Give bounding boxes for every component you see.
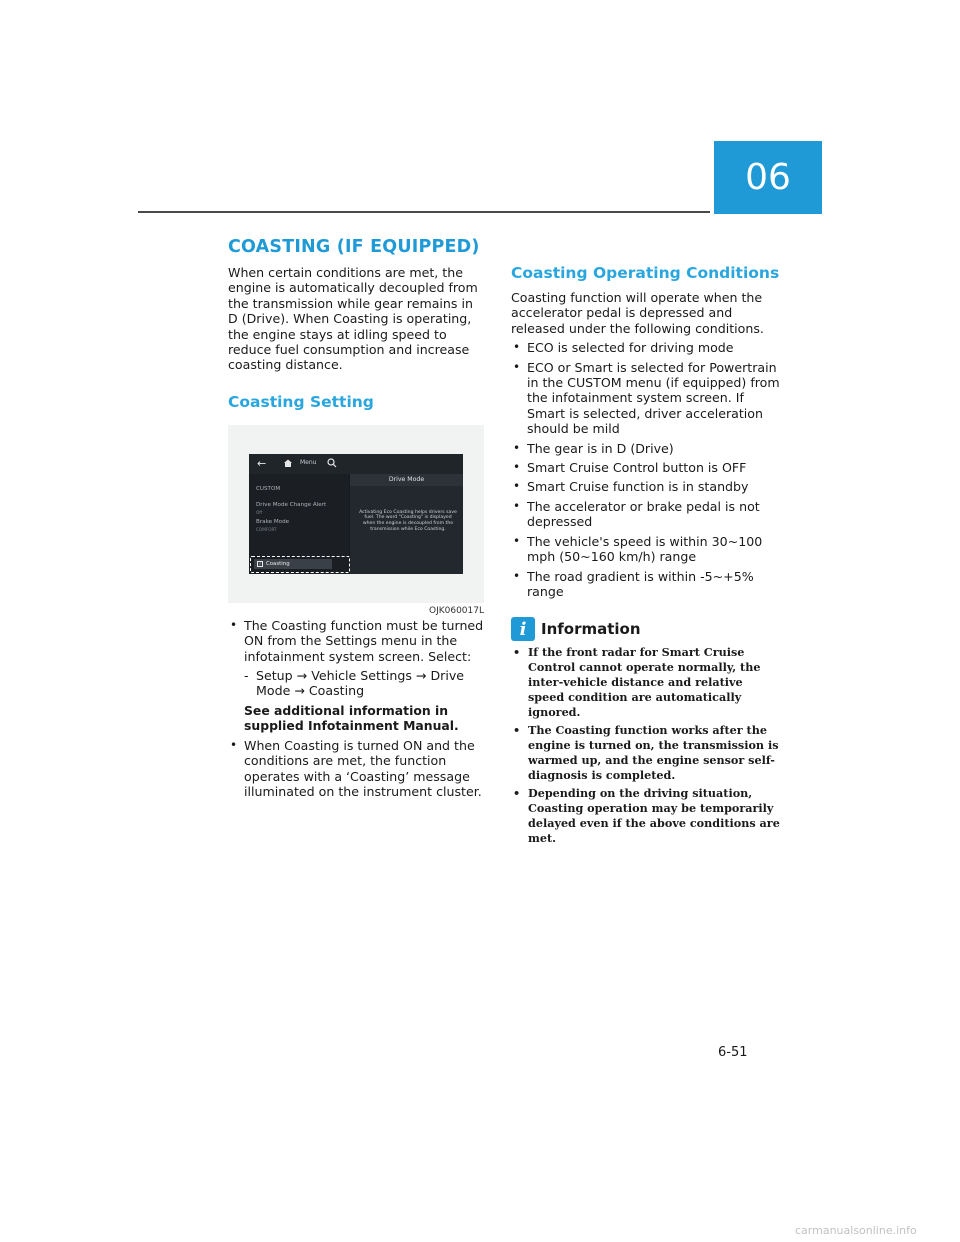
- information-icon: i: [511, 617, 535, 641]
- list-item: • The Coasting function works after the engine is turned on, the transmission is warmed up, and the engine sensor self-diagnosis is completed.: [511, 723, 781, 783]
- menu-path: [244, 668, 486, 699]
- list-item: [228, 738, 486, 800]
- list-item: • The accelerator or brake pedal is not depressed: [511, 499, 781, 530]
- coasting-highlight: [250, 556, 350, 573]
- list-item: • Smart Cruise function is in standby: [511, 479, 781, 494]
- list-item: • If the front radar for Smart Cruise Control cannot operate normally, the inter-vehicle distance and relative speed condition are automatically ignored.: [511, 645, 781, 720]
- screen-custom-label: CUSTOM: [256, 485, 281, 492]
- screen-top-bar: [249, 454, 463, 474]
- figure-screenshot: [228, 425, 484, 603]
- left-column: [228, 237, 486, 803]
- watermark: carmanualsonline.info: [795, 1224, 917, 1237]
- home-icon: [283, 458, 293, 468]
- screen-item-brake-mode-value: COMFORT: [256, 526, 277, 532]
- intro-paragraph: When certain conditions are met, the engine is automatically decoupled from the transmission while gear remains in D (Drive). When Coasting is operating, the engine stays at idling speed to reduce fuel consumption and increase coasting distance.: [228, 265, 478, 373]
- right-column: [511, 264, 781, 849]
- setting-bullets: [228, 618, 486, 799]
- back-arrow-icon: ←: [257, 456, 267, 470]
- figure-code: OJK060017L: [428, 605, 484, 616]
- setting-heading: Coasting Setting: [228, 392, 374, 411]
- search-icon: [327, 458, 337, 468]
- list-item: [228, 618, 486, 734]
- list-item: • ECO is selected for driving mode: [511, 340, 781, 355]
- screen-item-drive-mode-alert-value: Off: [256, 509, 263, 515]
- screen-panel-description: Activating Eco Coasting helps drivers save fuel. The word "Coasting" is displayed when the engine is decoupled from the transmission while Eco Coasting.: [359, 509, 457, 532]
- checkbox-icon: ✓: [258, 560, 262, 566]
- list-item: • Depending on the driving situation, Coasting operation may be temporarily delayed even if the above conditions are met.: [511, 786, 781, 846]
- list-item: • The vehicle's speed is within 30~100 mph (50~160 km/h) range: [511, 534, 781, 565]
- conditions-heading: Coasting Operating Conditions: [511, 264, 780, 282]
- screen-item-brake-mode: Brake Mode: [256, 518, 290, 525]
- list-item: • The gear is in D (Drive): [511, 441, 781, 456]
- infotainment-screen: [249, 454, 463, 574]
- conditions-list: [511, 340, 781, 599]
- chapter-tab: 06: [714, 141, 822, 214]
- see-more-note: See additional information in supplied Infotainment Manual.: [244, 702, 459, 734]
- information-header: [511, 617, 781, 641]
- chapter-rule: [138, 211, 710, 213]
- list-item: • The road gradient is within -5~+5% range: [511, 569, 781, 600]
- page-number: 6-51: [718, 1045, 748, 1060]
- list-item: • Smart Cruise Control button is OFF: [511, 460, 781, 475]
- path-dash: -: [244, 668, 249, 684]
- screen-item-drive-mode-alert: Drive Mode Change Alert: [256, 501, 327, 508]
- screen-settings-list: [249, 474, 349, 574]
- menu-path-text: Setup → Vehicle Settings → Drive Mode → Coasting: [256, 668, 465, 699]
- bullet-turn-on: The Coasting function must be turned ON from the Settings menu in the infotainment system screen. Select:: [244, 617, 484, 664]
- section-title: COASTING (IF EQUIPPED): [228, 237, 480, 257]
- screen-item-coasting: Coasting: [266, 560, 290, 567]
- conditions-intro: Coasting function will operate when the accelerator pedal is depressed and released under the following conditions.: [511, 290, 764, 336]
- list-item: • ECO or Smart is selected for Powertrain in the CUSTOM menu (if equipped) from the infotainment system screen. If Smart is selected, driver acceleration should be mild: [511, 360, 781, 437]
- screen-info-panel: [350, 474, 463, 574]
- screen-menu-label: Menu: [300, 458, 317, 466]
- bullet-coasting-on: When Coasting is turned ON and the conditions are met, the function operates with a ‘Coasting’ message illuminated on the instrument cluster.: [244, 737, 482, 799]
- information-list: [511, 645, 781, 846]
- screen-panel-title: Drive Mode: [350, 474, 463, 486]
- information-title: Information: [541, 620, 641, 639]
